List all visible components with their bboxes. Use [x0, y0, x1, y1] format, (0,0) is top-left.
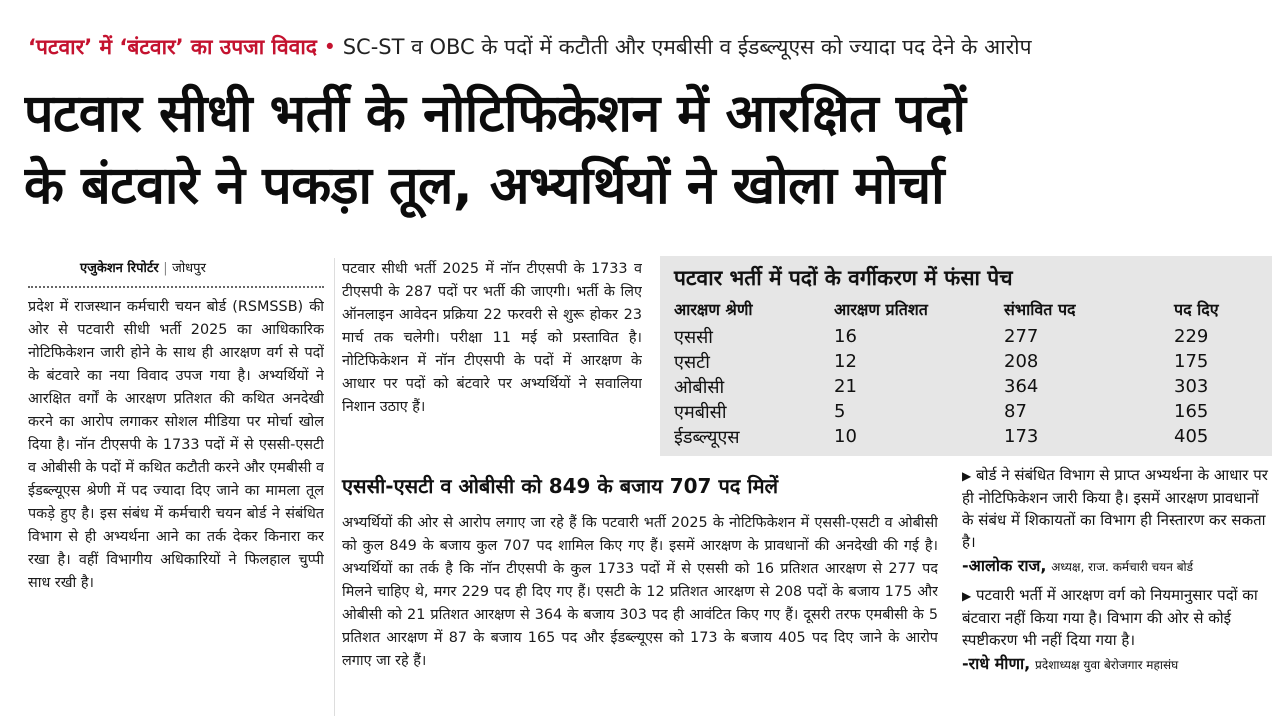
quote-2: [962, 584, 1272, 651]
table-cell: 5: [834, 401, 846, 422]
table-cell: एसटी: [674, 351, 710, 373]
headline-line-2: के बंटवारे ने पकड़ा तूल, अभ्यर्थियों ने खोला मोर्चा: [24, 156, 945, 216]
table-cell: 173: [1004, 426, 1039, 447]
column-divider: [334, 258, 335, 716]
table-cell: 165: [1174, 401, 1209, 422]
table-cell: ईडब्ल्यूएस: [674, 426, 740, 448]
byline-rule: [28, 286, 324, 288]
quote-1: [962, 464, 1272, 553]
quote-author-role: प्रदेशाध्यक्ष युवा बेरोजगार महासंघ: [1035, 658, 1179, 672]
byline-city: जोधपुर: [172, 261, 206, 276]
quote-author: -आलोक राज,: [962, 556, 1047, 575]
kicker-line: [28, 30, 1268, 64]
table-header: आरक्षण श्रेणी: [674, 300, 753, 319]
table-row: [674, 399, 1264, 424]
table-header-row: [674, 298, 1264, 324]
table-cell: एससी: [674, 326, 713, 348]
quote-marker-icon: ▶: [962, 589, 972, 603]
table-cell: 303: [1174, 376, 1209, 397]
table-cell: 10: [834, 426, 857, 447]
kicker-bullet: •: [323, 35, 337, 59]
quote-marker-icon: ▶: [962, 469, 972, 483]
quote-text: पटवारी भर्ती में आरक्षण वर्ग को नियमानुसार पदों का बंटवारा नहीं किया गया है। विभाग की ओर से कोई स्पष्टीकरण भी नहीं दिया गया है।: [962, 586, 1258, 649]
quote-text: बोर्ड ने संबंधित विभाग से प्राप्त अभ्यर्थना के आधार पर ही नोटिफिकेशन जारी किया है। इसमें आरक्षण प्रावधानों के संबंध में शिकायतों का विभाग ही निस्तारण कर सकता है।: [962, 466, 1268, 551]
byline-separator: |: [163, 261, 168, 276]
table-row: [674, 324, 1264, 349]
byline-reporter: एजुकेशन रिपोर्टर: [80, 261, 159, 276]
quote-attribution-2: [962, 653, 1272, 676]
table-header: पद दिए: [1174, 300, 1219, 319]
table-row: [674, 374, 1264, 399]
kicker-highlight: ‘पटवार’ में ‘बंटवार’ का उपजा विवाद: [28, 35, 317, 59]
subheading: एससी-एसटी व ओबीसी को 849 के बजाय 707 पद मिलें: [342, 474, 779, 498]
table-header: संभावित पद: [1004, 300, 1076, 319]
quotes-sidebar: [962, 464, 1272, 718]
quote-attribution-1: [962, 555, 1272, 578]
table-cell: 277: [1004, 326, 1039, 347]
headline: [24, 78, 1264, 222]
reservation-table: [674, 298, 1264, 449]
kicker-text: SC-ST व OBC के पदों में कटौती और एमबीसी व ईडब्ल्यूएस को ज्यादा पद देने के आरोप: [342, 35, 1032, 59]
table-cell: 21: [834, 376, 857, 397]
table-row: [674, 349, 1264, 374]
quote-author: -राधे मीणा,: [962, 654, 1031, 673]
byline: [80, 258, 330, 276]
table-row: [674, 424, 1264, 449]
article-column-3: अभ्यर्थियों की ओर से आरोप लगाए जा रहे हैं कि पटवारी भर्ती 2025 के नोटिफिकेशन में एससी-एसटी व ओबीसी को कुल 849 के बजाय कुल 707 पद शामिल किए गए हैं। इसमें आरक्षण के प्रावधानों की अनदेखी की गई है। अभ्यर्थियों का तर्क है कि नॉन टीएसपी के कुल 1733 पदों में से एससी को 16 प्रतिशत आरक्षण से 277 पद मिलने चाहिए थे, मगर 229 पद ही दिए गए हैं। एसटी के 12 प्रतिशत आरक्षण से 208 पदों के बजाय 175 और ओबीसी को 21 प्रतिशत आरक्षण से 364 के बजाय 303 पद ही आवंटित किए गए हैं। दूसरी तरफ एमबीसी के 5 प्रतिशत आरक्षण में 87 के बजाय 165 पद और ईडब्ल्यूएस को 173 के बजाय 405 पद दिए जाने के आरोप लगाए जा रहे हैं।: [342, 515, 938, 669]
article-column-1: प्रदेश में राजस्थान कर्मचारी चयन बोर्ड (RSMSSB) की ओर से पटवारी सीधी भर्ती 2025 का आधिकारिक नोटिफिकेशन जारी होने के साथ ही आरक्षण वर्ग से पदों के बंटवारे का नया विवाद उपज गया है। अभ्यर्थियों ने आरक्षित वर्गों के आरक्षण प्रतिशत की कथित अनदेखी करने का आरोप लगाकर सोशल मीडिया पर मोर्चा खोल दिया है। नॉन टीएसपी के 1733 पदों में से एससी-एसटी व ओबीसी के पदों में कथित कटौती करने और एमबीसी व ईडब्ल्यूएस श्रेणी में पद ज्यादा दिए जाने का मामला तूल पकड़े हुए है। इस संबंध में कर्मचारी चयन बोर्ड ने संबंधित विभाग से ही अभ्यर्थना आने का तर्क देकर किनारा कर रखा है। वहीं विभागीय अधिकारियों ने फिलहाल चुप्पी साध रखी है।: [28, 299, 324, 591]
table-cell: 175: [1174, 351, 1209, 372]
table-cell: 16: [834, 326, 857, 347]
reservation-table-box: [660, 256, 1272, 456]
table-cell: 87: [1004, 401, 1027, 422]
quote-author-role: अध्यक्ष, राज. कर्मचारी चयन बोर्ड: [1051, 560, 1194, 574]
table-cell: 405: [1174, 426, 1209, 447]
table-cell: ओबीसी: [674, 376, 725, 398]
table-title: पटवार भर्ती में पदों के वर्गीकरण में फंसा पेच: [674, 266, 1013, 290]
table-cell: एमबीसी: [674, 401, 727, 423]
table-cell: 229: [1174, 326, 1209, 347]
table-cell: 12: [834, 351, 857, 372]
table-cell: 364: [1004, 376, 1039, 397]
table-header: आरक्षण प्रतिशत: [834, 300, 928, 319]
table-cell: 208: [1004, 351, 1039, 372]
article-column-2: पटवार सीधी भर्ती 2025 में नॉन टीएसपी के 1733 व टीएसपी के 287 पदों पर भर्ती की जाएगी। भर्ती के लिए ऑनलाइन आवेदन प्रक्रिया 22 फरवरी से शुरू होकर 23 मार्च तक चलेगी। परीक्षा 11 मई को प्रस्तावित है। नोटिफिकेशन में नॉन टीएसपी के पदों में आरक्षण के आधार पर पदों को बंटवारे पर अभ्यर्थियों ने सवालिया निशान उठाए हैं।: [342, 261, 642, 415]
headline-line-1: पटवार सीधी भर्ती के नोटिफिकेशन में आरक्षित पदों: [24, 84, 966, 144]
